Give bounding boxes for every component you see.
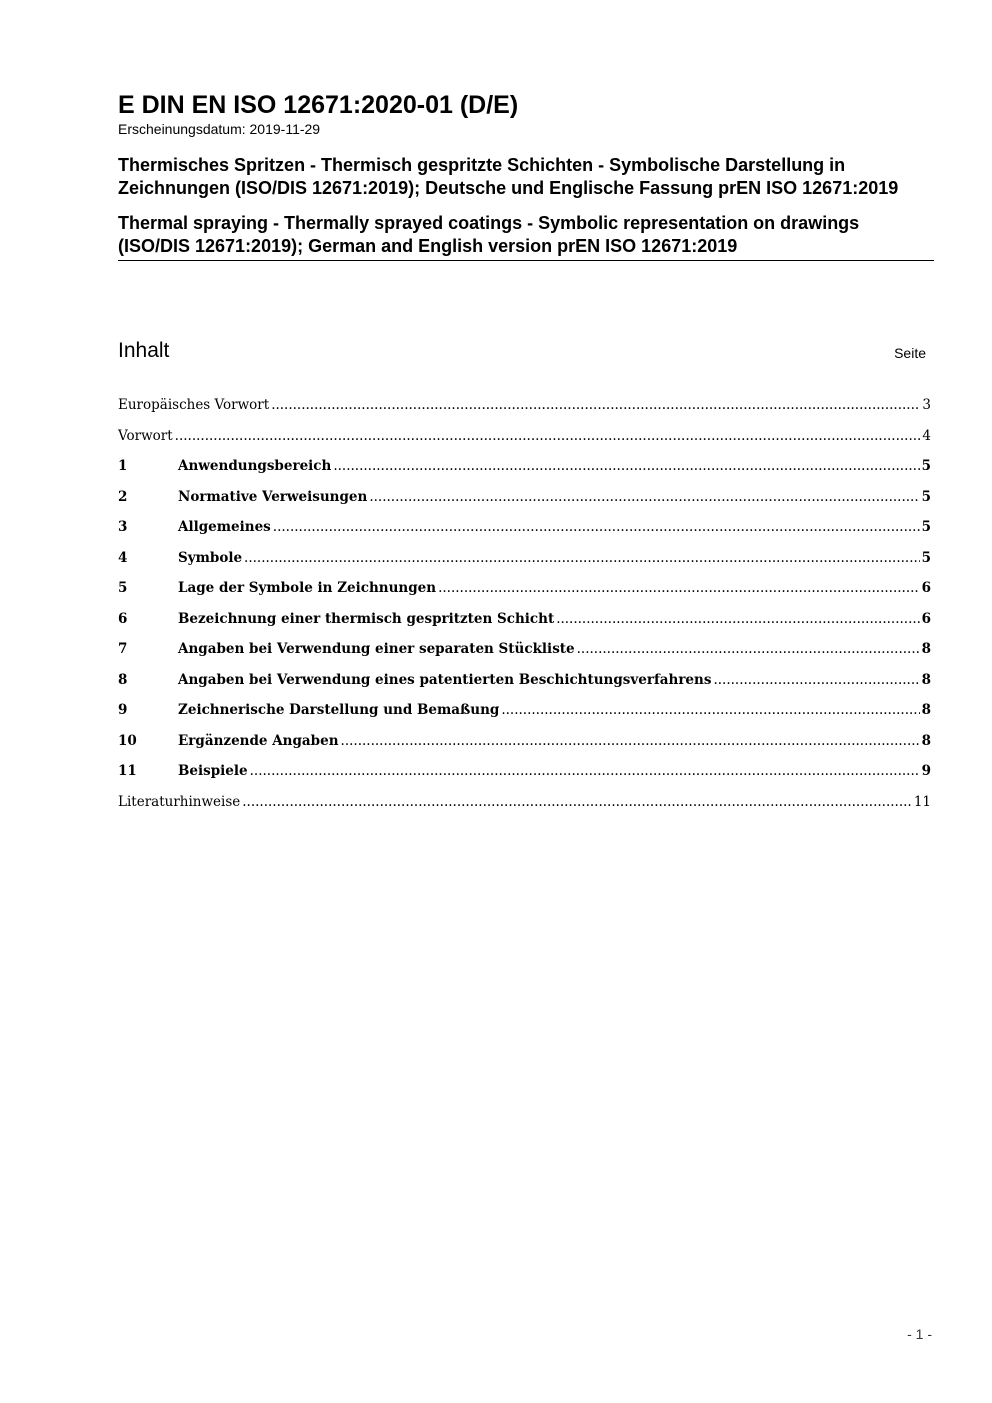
toc-entry-number: 1 (118, 458, 128, 474)
toc-dot-leader (438, 576, 920, 600)
toc-entry-page: 3 (922, 397, 931, 413)
toc-dot-leader (341, 729, 920, 753)
toc-dot-leader (556, 607, 919, 631)
toc-entry-number: 8 (118, 671, 128, 688)
toc-entry-1[interactable] (118, 454, 931, 485)
toc-entry-page: 6 (921, 580, 931, 596)
toc-dot-leader (369, 485, 919, 509)
toc-entry-number: 9 (118, 702, 128, 718)
page-number: - 1 - (907, 1326, 932, 1342)
toc-entry-7[interactable] (118, 637, 931, 668)
toc-entry-page: 8 (921, 671, 931, 688)
toc-entry-label: Literaturhinweise (118, 793, 241, 810)
toc-entry-number: 2 (118, 488, 128, 505)
toc-dot-leader (244, 546, 920, 570)
toc-dot-leader (501, 698, 919, 722)
document-header (118, 90, 934, 261)
toc-entry-page: 8 (921, 732, 931, 749)
toc-entry-europaeisches-vorwort[interactable] (118, 393, 931, 424)
toc-entry-page: 5 (921, 488, 931, 505)
toc-entry-page: 5 (921, 519, 931, 535)
toc-entry-label: Europäisches Vorwort (118, 397, 270, 413)
toc-entry-number: 5 (118, 580, 128, 596)
toc-entry-label: Anwendungsbereich (178, 458, 332, 474)
toc-entry-11[interactable] (118, 759, 931, 790)
toc-entry-page: 5 (921, 549, 931, 566)
toc-entry-page: 8 (921, 702, 931, 718)
toc-entry-5[interactable] (118, 576, 931, 607)
toc-entry-2[interactable] (118, 485, 931, 516)
toc-entry-literaturhinweise[interactable] (118, 790, 931, 821)
toc-entry-3[interactable] (118, 515, 931, 546)
toc-entry-label: Ergänzende Angaben (178, 732, 339, 749)
toc-entry-number: 3 (118, 519, 128, 535)
toc-page-column-label: Seite (894, 345, 926, 361)
toc-entry-page: 8 (921, 641, 931, 657)
toc-entry-page: 5 (921, 458, 931, 474)
toc-entry-label: Angaben bei Verwendung eines patentierten Beschichtungsverfahrens (178, 671, 712, 688)
title-english: Thermal spraying - Thermally sprayed coatings - Symbolic representation on drawings (ISO/DIS 12671:2019); German and English version prEN ISO 12671:2019 (118, 212, 934, 261)
toc-entry-label: Symbole (178, 549, 243, 566)
toc-dot-leader (273, 515, 920, 539)
toc-dot-leader (271, 393, 920, 417)
toc-entry-8[interactable] (118, 668, 931, 699)
toc-dot-leader (577, 637, 920, 661)
toc-entry-4[interactable] (118, 546, 931, 577)
toc-entry-label: Beispiele (178, 763, 248, 779)
toc-entry-vorwort[interactable] (118, 424, 931, 455)
toc-entry-page: 6 (921, 610, 931, 627)
toc-entry-label: Normative Verweisungen (178, 488, 368, 505)
toc-dot-leader (250, 759, 920, 783)
toc-entry-6[interactable] (118, 607, 931, 638)
title-german: Thermisches Spritzen - Thermisch gespritzte Schichten - Symbolische Darstellung in Zeichnungen (ISO/DIS 12671:2019); Deutsche und Englische Fassung prEN ISO 12671:2019 (118, 155, 899, 198)
toc-dot-leader (713, 668, 919, 692)
toc-entry-label: Bezeichnung einer thermisch gespritzten Schicht (178, 610, 555, 627)
toc-entry-page: 11 (913, 793, 931, 810)
table-of-contents (118, 393, 931, 820)
toc-dot-leader (242, 790, 912, 814)
toc-entry-label: Vorwort (118, 427, 173, 444)
toc-dot-leader (175, 424, 921, 448)
toc-entry-page: 4 (922, 427, 931, 444)
toc-entry-number: 4 (118, 549, 128, 566)
toc-entry-label: Zeichnerische Darstellung und Bemaßung (178, 702, 500, 718)
toc-entry-number: 11 (118, 763, 137, 779)
toc-dot-leader (333, 454, 919, 478)
publication-date: Erscheinungsdatum: 2019-11-29 (118, 121, 321, 137)
toc-entry-number: 10 (118, 732, 137, 749)
toc-title: Inhalt (118, 339, 170, 362)
toc-entry-number: 7 (118, 641, 128, 657)
toc-entry-number: 6 (118, 610, 128, 627)
toc-entry-9[interactable] (118, 698, 931, 729)
document-id: E DIN EN ISO 12671:2020-01 (D/E) (118, 91, 519, 119)
toc-entry-label: Allgemeines (178, 519, 271, 535)
toc-entry-10[interactable] (118, 729, 931, 760)
toc-entry-label: Angaben bei Verwendung einer separaten Stückliste (178, 641, 575, 657)
toc-entry-label: Lage der Symbole in Zeichnungen (178, 580, 437, 596)
toc-entry-page: 9 (921, 763, 931, 779)
